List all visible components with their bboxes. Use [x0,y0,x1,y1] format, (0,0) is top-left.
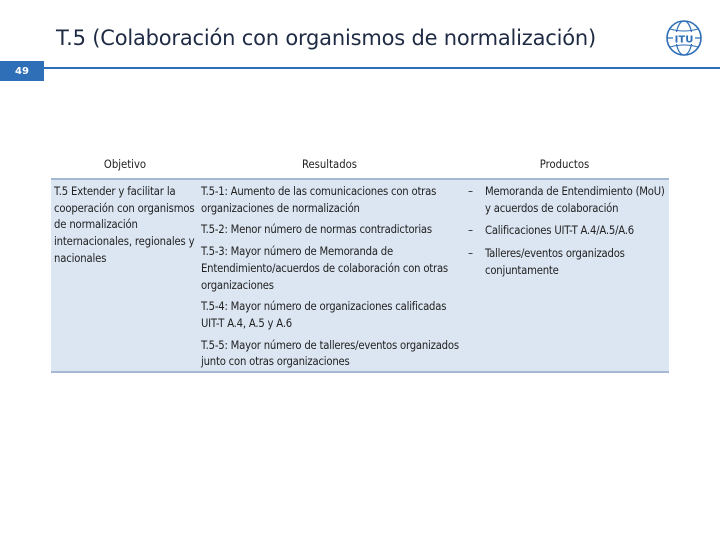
product-text: Talleres/eventos organizados conjuntamente [485,247,625,277]
bullet-dash: – [468,224,473,238]
result-item: T.5-5: Mayor número de talleres/eventos organizados junto con otras organizaciones [201,338,459,369]
table-row [51,180,669,373]
slide-title: T.5 (Colaboración con organismos de normalización) [56,26,597,50]
header-productos: Productos [539,157,590,171]
bullet-dash: – [468,247,473,261]
product-text: Memoranda de Entendimiento (MoU) y acuerdos de colaboración [485,185,665,215]
result-item: T.5-2: Menor número de normas contradictorias [201,223,432,237]
results-cell [199,184,460,371]
products-cell [460,184,669,371]
table-header [51,152,669,178]
product-text: Calificaciones UIT-T A.4/A.5/A.6 [485,224,634,238]
product-item [468,246,669,279]
itu-logo-icon [664,18,704,58]
result-item: T.5-4: Mayor número de organizaciones calificadas UIT-T A.4, A.5 y A.6 [201,300,447,330]
result-item: T.5-3: Mayor número de Memoranda de Entendimiento/acuerdos de colaboración con otras organizaciones [201,245,448,292]
objective-text: T.5 Extender y facilitar la cooperación con organismos de normalización internacionales, regionales y nacionales [54,185,195,265]
title-divider [44,67,720,69]
bullet-dash: – [468,185,473,198]
result-item: T.5-1: Aumento de las comunicaciones con otras organizaciones de normalización [201,185,437,215]
objective-cell [51,184,199,371]
objectives-table [51,152,669,373]
logo-text: ITU [674,34,694,46]
header-objetivo: Objetivo [103,157,147,171]
header-resultados: Resultados [301,157,357,171]
product-item [468,184,669,217]
product-item [468,223,669,240]
page-number: 49 [0,61,44,81]
